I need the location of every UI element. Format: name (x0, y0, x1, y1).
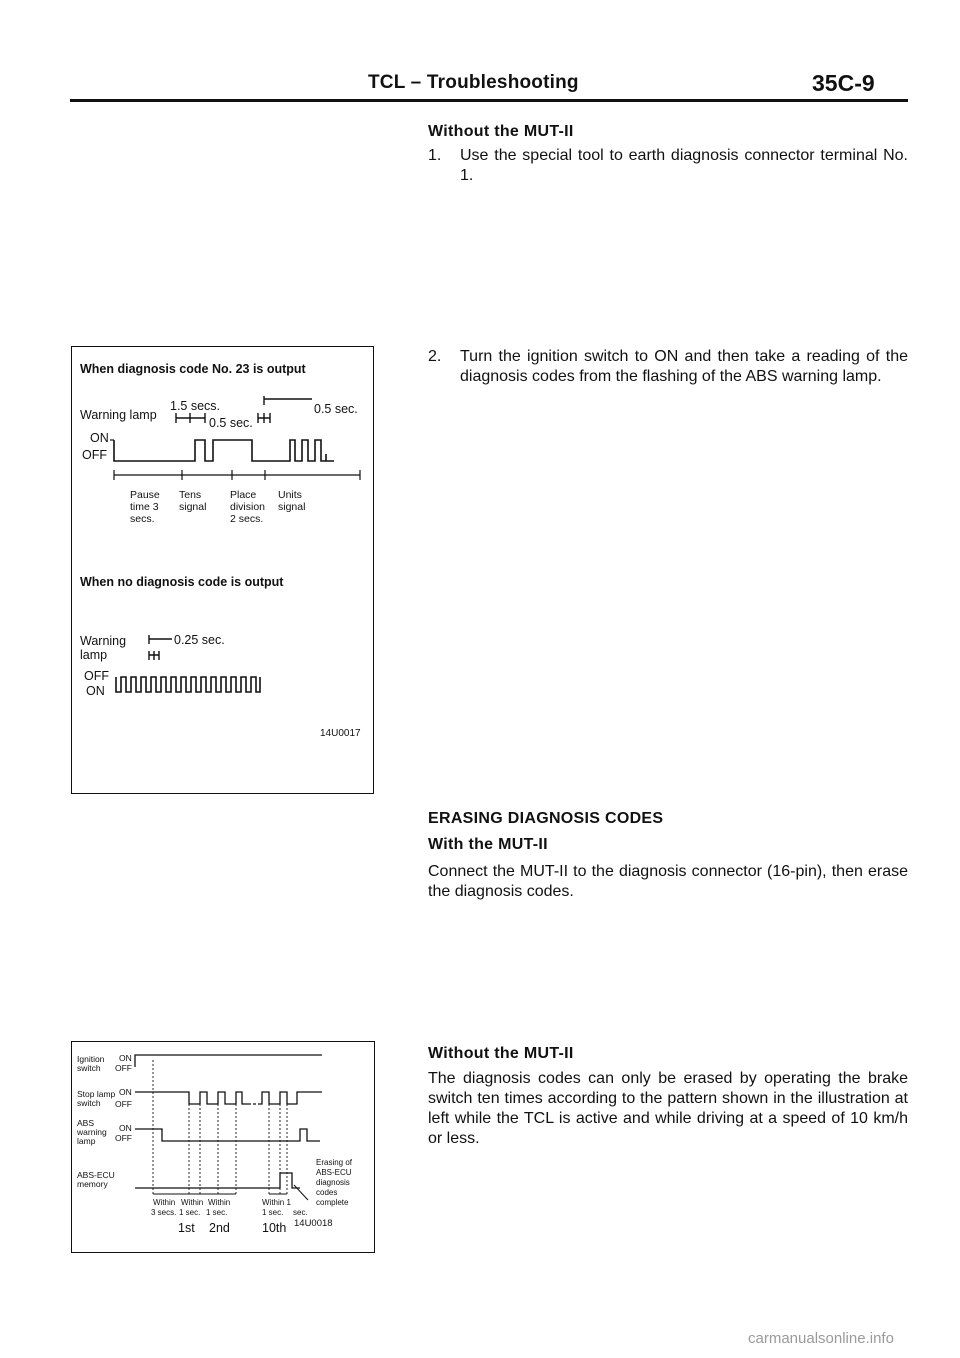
ecu-memory-trace (135, 1173, 300, 1188)
label-off-2: OFF (84, 669, 109, 683)
label-stop-lamp: Stop lamp (77, 1089, 116, 1099)
svg-text:diagnosis: diagnosis (316, 1178, 350, 1187)
svg-text:10th: 10th (262, 1221, 287, 1235)
svg-text:1st: 1st (178, 1221, 195, 1235)
caption-no-code: When no diagnosis code is output (80, 575, 284, 589)
svg-text:warning: warning (77, 1127, 107, 1137)
count-labels (178, 1221, 286, 1235)
svg-text:ON: ON (119, 1123, 132, 1133)
svg-text:1 sec.: 1 sec. (262, 1208, 284, 1217)
timeline-ruler (114, 470, 360, 480)
label-0-5-sec-top: 0.5 sec. (314, 402, 358, 416)
caption-code-23: When diagnosis code No. 23 is output (80, 362, 306, 376)
section-subheading-with-mut: With the MUT-II (428, 836, 548, 853)
label-warning-lamp: Warning lamp (80, 408, 157, 422)
svg-text:complete: complete (316, 1198, 349, 1207)
erase-with-mut-text: Connect the MUT-II to the diagnosis connector (16-pin), then erase the diagnosis codes. (428, 863, 908, 900)
label-off: OFF (82, 448, 107, 462)
row-labels (76, 1053, 132, 1189)
header-rule (70, 99, 908, 102)
svg-text:memory: memory (77, 1179, 108, 1189)
watermark: carmanualsonline.info (748, 1330, 894, 1347)
flash-pattern-diagram (72, 347, 372, 792)
code-23-waveform (114, 440, 334, 461)
svg-text:1 sec.: 1 sec. (206, 1208, 228, 1217)
stop-lamp-trace-a (135, 1092, 248, 1104)
page-title: TCL – Troubleshooting (368, 72, 579, 93)
abs-lamp-trace (135, 1129, 320, 1141)
svg-text:OFF: OFF (115, 1133, 132, 1143)
svg-text:ON: ON (119, 1053, 132, 1063)
svg-text:Within: Within (153, 1198, 176, 1207)
ignition-trace (135, 1055, 322, 1067)
erase-without-mut-text: The diagnosis codes can only be erased by operating the brake switch ten times according to the pattern shown in the illustration at left while the TCL is active and while driving at a speed of 10 km/h or less. (428, 1070, 908, 1147)
step-2 (428, 347, 908, 411)
svg-text:signal: signal (179, 501, 207, 513)
svg-text:OFF: OFF (115, 1099, 132, 1109)
svg-text:time 3: time 3 (130, 501, 159, 513)
svg-text:ON: ON (119, 1087, 132, 1097)
svg-text:3 secs.: 3 secs. (151, 1208, 177, 1217)
figure-diagnosis-code-output (71, 346, 374, 794)
label-ignition: Ignition (77, 1054, 105, 1064)
svg-text:Within 1: Within 1 (262, 1198, 291, 1207)
svg-text:Within: Within (208, 1198, 231, 1207)
erase-note (316, 1158, 353, 1207)
label-units: Units (278, 489, 302, 501)
svg-text:OFF: OFF (115, 1063, 132, 1073)
svg-text:2nd: 2nd (209, 1221, 230, 1235)
svg-text:switch: switch (77, 1063, 101, 1073)
label-on-2: ON (86, 684, 105, 698)
label-1-5-secs: 1.5 secs. (170, 399, 221, 413)
step-text: Use the special tool to earth diagnosis connector terminal No. 1. (460, 147, 908, 184)
label-tens: Tens (179, 489, 202, 501)
label-0-25-sec: 0.25 sec. (174, 633, 225, 647)
figure-id-2: 14U0018 (294, 1218, 333, 1229)
no-code-waveform (116, 677, 260, 692)
page-number: 35C-9 (812, 70, 875, 96)
guide-lines (153, 1060, 287, 1194)
figure-erase-pattern (71, 1041, 375, 1253)
label-lamp: lamp (80, 648, 108, 662)
svg-text:sec.: sec. (293, 1208, 308, 1217)
timing-labels (151, 1198, 308, 1217)
segment-labels (130, 489, 305, 525)
label-place: Place (230, 489, 257, 501)
step-number: 1. (428, 147, 442, 164)
label-abs-lamp: ABS (77, 1118, 95, 1128)
figure-id: 14U0017 (320, 728, 361, 739)
label-0-5-sec-mid: 0.5 sec. (209, 416, 253, 430)
label-on: ON (90, 431, 109, 445)
svg-text:ABS-ECU: ABS-ECU (316, 1168, 352, 1177)
section-heading-without-mut: Without the MUT-II (428, 123, 574, 140)
erase-timing-diagram (72, 1042, 373, 1251)
step-number: 2. (428, 348, 442, 365)
svg-text:lamp: lamp (77, 1136, 96, 1146)
svg-text:2 secs.: 2 secs. (230, 513, 264, 525)
section-heading-erasing: ERASING DIAGNOSIS CODES (428, 810, 664, 827)
svg-text:signal: signal (278, 501, 306, 513)
erase-pointer (294, 1185, 308, 1200)
svg-text:secs.: secs. (130, 513, 155, 525)
step-text: Turn the ignition switch to ON and then take a reading of the diagnosis codes from the flashing of the ABS warning lamp. (460, 348, 908, 385)
svg-text:1 sec.: 1 sec. (179, 1208, 201, 1217)
label-abs-ecu: ABS-ECU (77, 1170, 115, 1180)
step-1 (428, 146, 908, 190)
svg-text:Within: Within (181, 1198, 204, 1207)
signal-traces (135, 1055, 322, 1188)
svg-text:Erasing of: Erasing of (316, 1158, 353, 1167)
svg-text:switch: switch (77, 1098, 101, 1108)
label-pause: Pause (130, 489, 160, 501)
label-warning: Warning (80, 634, 127, 648)
svg-text:division: division (230, 501, 266, 513)
stop-lamp-trace-b (258, 1092, 322, 1104)
svg-text:codes: codes (316, 1188, 338, 1197)
section-heading-without-mut-2: Without the MUT-II (428, 1045, 574, 1062)
